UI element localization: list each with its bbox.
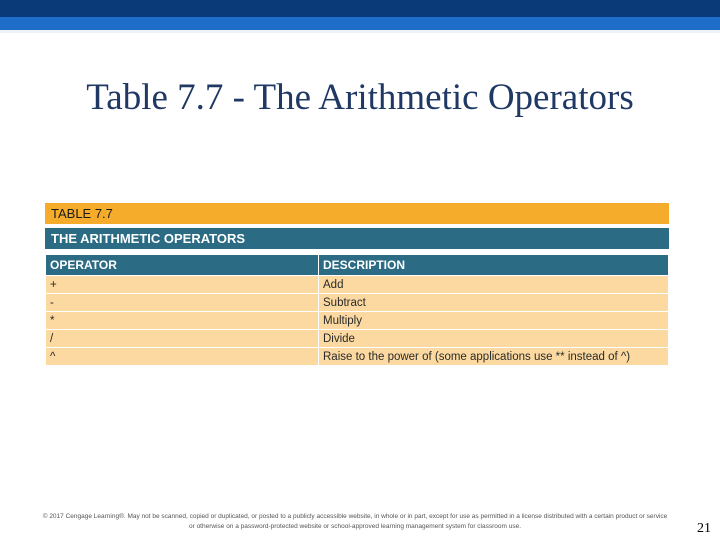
operator-cell: ^ [46,348,319,366]
description-cell: Divide [319,330,669,348]
table-label: TABLE 7.7 [45,203,669,224]
description-cell: Subtract [319,294,669,312]
operators-table [45,254,669,366]
operator-cell: * [46,312,319,330]
table-row [46,276,669,294]
table-row [46,294,669,312]
table-row [46,348,669,366]
table-header-row [46,255,669,276]
copyright-notice: © 2017 Cengage Learning®. May not be scanned, copied or duplicated, or posted to a publicly accessible website, in whole or in part, except for use as permitted in a license distributed with a certain product or service or otherwise on a password-protected website or school-approved learning management system for classroom use. [42,513,668,530]
column-header-description: DESCRIPTION [319,255,669,276]
table-row [46,330,669,348]
column-header-operator: OPERATOR [46,255,319,276]
page-number: 21 [697,521,711,536]
operator-cell: - [46,294,319,312]
description-cell: Add [319,276,669,294]
table-row [46,312,669,330]
table-caption: THE ARITHMETIC OPERATORS [45,228,669,249]
description-cell: Multiply [319,312,669,330]
arithmetic-operators-table-figure [45,203,669,366]
slide-title: Table 7.7 - The Arithmetic Operators [86,77,634,118]
top-bar-light [0,17,720,30]
operator-cell: + [46,276,319,294]
top-bar-dark [0,0,720,17]
top-bar-rule [0,30,720,33]
description-cell: Raise to the power of (some applications use ** instead of ^) [319,348,669,366]
operator-cell: / [46,330,319,348]
